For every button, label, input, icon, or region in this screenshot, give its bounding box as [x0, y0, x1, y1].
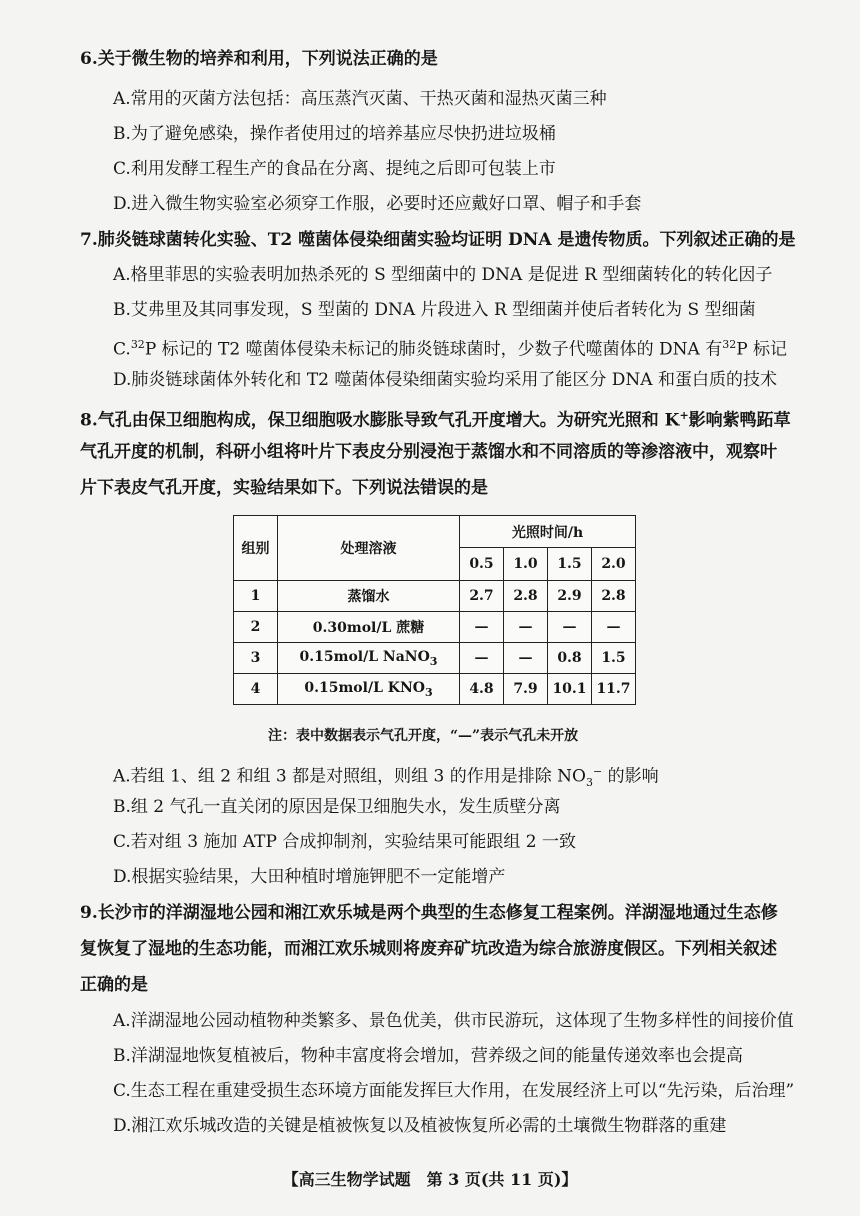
q9-option-c: C.生态工程在重建受损生态环境方面能发挥巨大作用，在发展经济上可以“先污染，后治理” [113, 1081, 795, 1101]
cell-value: — [504, 643, 548, 674]
header-solution: 处理溶液 [278, 516, 460, 581]
q8-stem-line2: 气孔开度的机制，科研小组将叶片下表皮分别浸泡于蒸馏水和不同溶质的等渗溶液中，观察叶 [80, 442, 777, 462]
q6-option-d: D.进入微生物实验室必须穿工作服，必要时还应戴好口罩、帽子和手套 [113, 194, 642, 214]
q9-option-b: B.洋湖湿地恢复植被后，物种丰富度将会增加，营养级之间的能量传递效率也会提高 [113, 1046, 743, 1066]
cell-value: 11.7 [592, 674, 636, 705]
q6-option-b: B.为了避免感染，操作者使用过的培养基应尽快扔进垃圾桶 [113, 124, 556, 144]
q7-option-c: C.$^{32}$P 标记的 T2 噬菌体侵染未标记的肺炎链球菌时，少数子代噬菌体的 DNA 有$^{32}$P 标记 [113, 338, 788, 360]
q7-stem: 7.肺炎链球菌转化实验、T2 噬菌体侵染细菌实验均证明 DNA 是遗传物质。下列叙述正确的是 [80, 230, 796, 250]
header-time: 2.0 [592, 548, 636, 581]
cell-value: — [592, 612, 636, 643]
q8-stem-line1: 8.气孔由保卫细胞构成，保卫细胞吸水膨胀导致气孔开度增大。为研究光照和 K+影响紫鸭跖草 [80, 409, 791, 431]
cell-value: 2.9 [548, 581, 592, 612]
header-time: 1.5 [548, 548, 592, 581]
cell-value: — [460, 612, 504, 643]
q8-stem-line3: 片下表皮气孔开度，实验结果如下。下列说法错误的是 [80, 478, 488, 498]
header-group: 组别 [234, 516, 278, 581]
q8-option-a: A.若组 1、组 2 和组 3 都是对照组，则组 3 的作用是排除 $NO_3^-$ 的影响 [113, 765, 659, 790]
cell-solution: 蒸馏水 [278, 581, 460, 612]
header-time: 0.5 [460, 548, 504, 581]
q9-stem-line3: 正确的是 [80, 975, 148, 995]
cell-value: — [548, 612, 592, 643]
q6-option-c: C.利用发酵工程生产的食品在分离、提纯之后即可包装上市 [113, 159, 556, 179]
cell-solution: 0.15mol/L $KNO_3$ [278, 674, 460, 705]
cell-value: 4.8 [460, 674, 504, 705]
cell-value: 7.9 [504, 674, 548, 705]
table-row [234, 674, 636, 705]
cell-value: 2.7 [460, 581, 504, 612]
q9-option-d: D.湘江欢乐城改造的关键是植被恢复以及植被恢复所必需的土壤微生物群落的重建 [113, 1116, 727, 1136]
cell-group: 4 [234, 674, 278, 705]
q9-stem-line1: 9.长沙市的洋湖湿地公园和湘江欢乐城是两个典型的生态修复工程案例。洋湖湿地通过生态修 [80, 903, 778, 923]
cell-group: 2 [234, 612, 278, 643]
table-row [234, 581, 636, 612]
table-row [234, 612, 636, 643]
stomata-data-table [233, 515, 636, 705]
q7-option-b: B.艾弗里及其同事发现，S 型菌的 DNA 片段进入 R 型细菌并使后者转化为 S 型细菌 [113, 300, 756, 320]
table-note: 注：表中数据表示气孔开度，“—”表示气孔未开放 [268, 728, 579, 744]
cell-value: 0.8 [548, 643, 592, 674]
cell-solution: 0.15mol/L NaNO$_3$ [278, 643, 460, 674]
cell-value: 2.8 [592, 581, 636, 612]
cell-value: 1.5 [592, 643, 636, 674]
q6-option-a: A.常用的灭菌方法包括：高压蒸汽灭菌、干热灭菌和湿热灭菌三种 [113, 89, 607, 109]
cell-value: 2.8 [504, 581, 548, 612]
q8-option-c: C.若对组 3 施加 ATP 合成抑制剂，实验结果可能跟组 2 一致 [113, 832, 576, 852]
q7-option-a: A.格里菲思的实验表明加热杀死的 S 型细菌中的 DNA 是促进 R 型细菌转化的转化因子 [113, 265, 773, 285]
cell-value: — [460, 643, 504, 674]
header-light-time: 光照时间/h [460, 516, 636, 548]
cell-value: 10.1 [548, 674, 592, 705]
cell-group: 3 [234, 643, 278, 674]
table-row [234, 643, 636, 674]
cell-group: 1 [234, 581, 278, 612]
q9-stem-line2: 复恢复了湿地的生态功能，而湘江欢乐城则将废弃矿坑改造为综合旅游度假区。下列相关叙述 [80, 939, 777, 959]
q7-option-d: D.肺炎链球菌体外转化和 T2 噬菌体侵染细菌实验均采用了能区分 DNA 和蛋白质的技术 [113, 370, 777, 390]
cell-solution: 0.30mol/L 蔗糖 [278, 612, 460, 643]
cell-value: — [504, 612, 548, 643]
header-time: 1.0 [504, 548, 548, 581]
q6-stem: 6.关于微生物的培养和利用，下列说法正确的是 [80, 49, 438, 69]
page-footer: 【高三生物学试题 第 3 页(共 11 页)】 [282, 1170, 578, 1189]
q9-option-a: A.洋湖湿地公园动植物种类繁多、景色优美，供市民游玩，这体现了生物多样性的间接价值 [113, 1011, 794, 1031]
q8-option-b: B.组 2 气孔一直关闭的原因是保卫细胞失水，发生质壁分离 [113, 797, 561, 817]
q8-option-d: D.根据实验结果，大田种植时增施钾肥不一定能增产 [113, 867, 506, 887]
